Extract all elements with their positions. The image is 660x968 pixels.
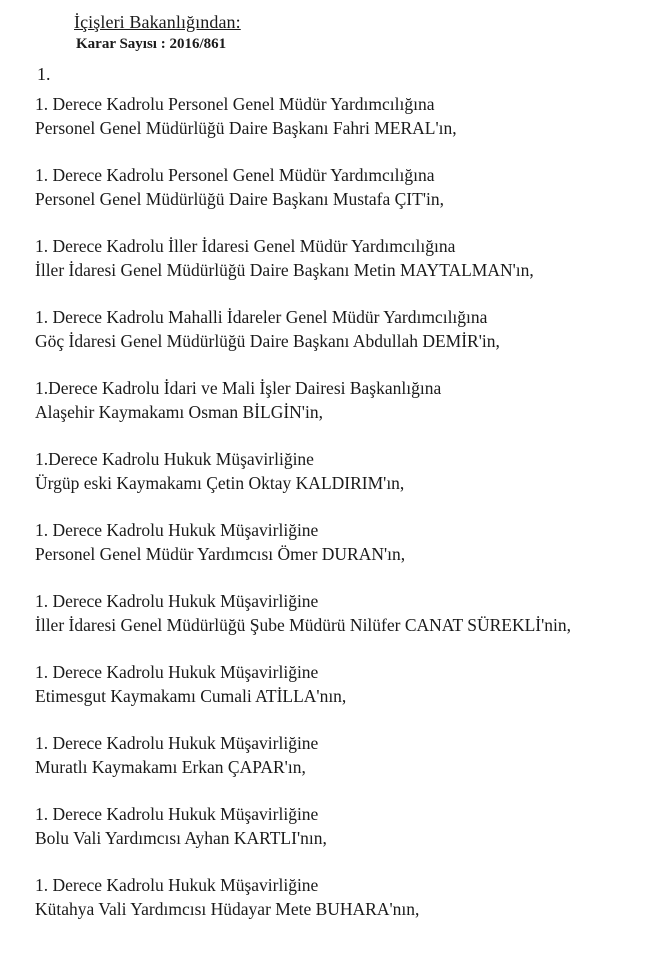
position-title: 1. Derece Kadrolu Hukuk Müşavirliğine <box>35 662 319 682</box>
position-title: 1.Derece Kadrolu Hukuk Müşavirliğine <box>35 449 314 469</box>
appointee-name: İller İdaresi Genel Müdürlüğü Daire Başkanı Metin MAYTALMAN'ın, <box>35 260 534 280</box>
appointment-entry <box>35 589 645 660</box>
appointment-entry <box>35 92 645 163</box>
appointee-name: Bolu Vali Yardımcısı Ayhan KARTLI'nın, <box>35 828 327 848</box>
position-title: 1.Derece Kadrolu İdari ve Mali İşler Dairesi Başkanlığına <box>35 378 442 398</box>
appointee-name: Etimesgut Kaymakamı Cumali ATİLLA'nın, <box>35 686 347 706</box>
position-title: 1. Derece Kadrolu Hukuk Müşavirliğine <box>35 591 319 611</box>
position-title: 1. Derece Kadrolu Personel Genel Müdür Yardımcılığına <box>35 165 435 185</box>
appointee-name: İller İdaresi Genel Müdürlüğü Şube Müdürü Nilüfer CANAT SÜREKLİ'nin, <box>35 615 572 635</box>
appointment-entry <box>35 518 645 589</box>
ministry-heading: İçişleri Bakanlığından: <box>74 12 241 32</box>
appointee-name: Alaşehir Kaymakamı Osman BİLGİN'in, <box>35 402 323 422</box>
appointee-name: Muratlı Kaymakamı Erkan ÇAPAR'ın, <box>35 757 306 777</box>
appointment-entry <box>35 731 645 802</box>
appointment-entry <box>35 802 645 873</box>
appointment-entry <box>35 234 645 305</box>
appointment-entry <box>35 447 645 518</box>
position-title: 1. Derece Kadrolu Hukuk Müşavirliğine <box>35 804 319 824</box>
appointment-entry <box>35 376 645 447</box>
position-title: 1. Derece Kadrolu Hukuk Müşavirliğine <box>35 875 319 895</box>
appointee-name: Kütahya Vali Yardımcısı Hüdayar Mete BUHARA'nın, <box>35 899 420 919</box>
appointee-name: Personel Genel Müdürlüğü Daire Başkanı Mustafa ÇIT'in, <box>35 189 444 209</box>
position-title: 1. Derece Kadrolu Mahalli İdareler Genel Müdür Yardımcılığına <box>35 307 488 327</box>
appointment-entry <box>35 163 645 234</box>
position-title: 1. Derece Kadrolu Personel Genel Müdür Yardımcılığına <box>35 94 435 114</box>
position-title: 1. Derece Kadrolu Hukuk Müşavirliğine <box>35 733 319 753</box>
appointment-entry <box>35 873 645 944</box>
appointment-list <box>35 92 645 944</box>
appointee-name: Göç İdaresi Genel Müdürlüğü Daire Başkanı Abdullah DEMİR'in, <box>35 331 500 351</box>
appointee-name: Personel Genel Müdür Yardımcısı Ömer DURAN'ın, <box>35 544 406 564</box>
decision-number: Karar Sayısı : 2016/861 <box>76 36 227 52</box>
appointee-name: Personel Genel Müdürlüğü Daire Başkanı Fahri MERAL'ın, <box>35 118 457 138</box>
position-title: 1. Derece Kadrolu İller İdaresi Genel Müdür Yardımcılığına <box>35 236 456 256</box>
position-title: 1. Derece Kadrolu Hukuk Müşavirliğine <box>35 520 319 540</box>
section-number: 1. <box>37 64 51 84</box>
appointment-entry <box>35 305 645 376</box>
appointee-name: Ürgüp eski Kaymakamı Çetin Oktay KALDIRIM'ın, <box>35 473 405 493</box>
appointment-entry <box>35 660 645 731</box>
